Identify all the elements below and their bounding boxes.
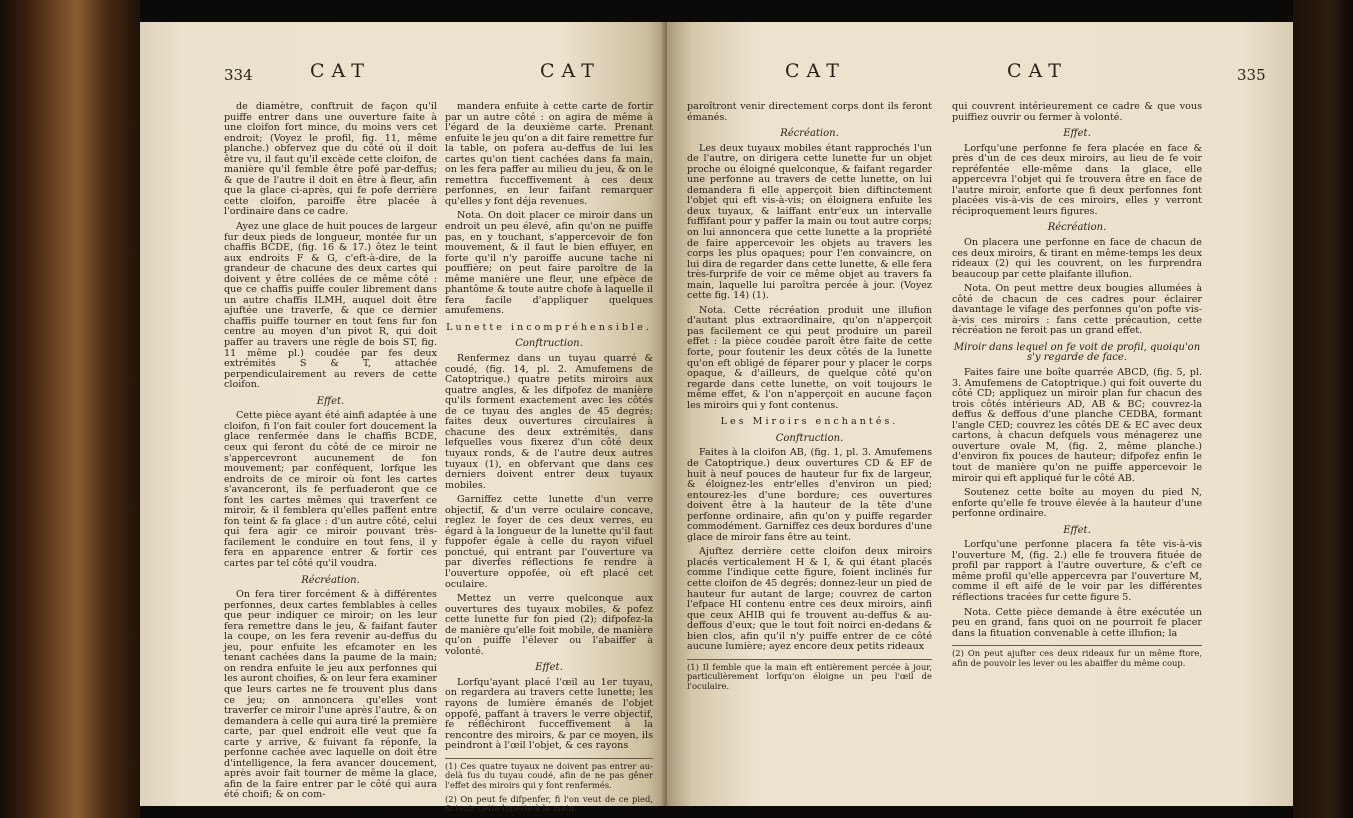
footnote: (2) On peut fe difpenfer, fi l'on veut de ce pied, & tenir cette lunette à la main.: [445, 793, 653, 814]
paragraph: Nota. On doit placer ce miroir dans un endroit un peu élevé, afin qu'on ne puiffe pas, en y touchant, s'appercevoir de fon mouvement, & il faut le bien effuyer, en forte qu'il n'y paroiffe aucune tache ni pouffière; on peut faire paroître de la même manière une fleur, une efpèce de phantôme & toute autre chofe à laquelle il fera facile d'appliquer quelques amufemens.: [445, 210, 653, 317]
paragraph: Faites à la cloifon AB, (fig. 1, pl. 3. Amufemens de Catoptrique.) deux ouvertures CD & EF de huit à neuf pouces de hauteur fur fix de largeur, & éloignez-les entr'elles d'environ un pied; entourez-les d'une bordure; ces ouvertures doivent être à la hauteur de la tête d'une perfonne ordinaire, afin qu'on y puiffe regarder commodément. Garniffez ces deux bordures d'une glace de miroir fans être au teint.: [687, 447, 933, 543]
section-heading: Conftruction.: [775, 432, 844, 444]
section-heading: Effet.: [316, 395, 345, 407]
paragraph: On placera une perfonne en face de chacun de ces deux miroirs, & tirant en même-temps les deux rideaux (2) qui les couvrent, on les furprendra beaucoup par cette plaifante illufion.: [952, 237, 1202, 280]
right-page: [667, 22, 1293, 806]
column: [952, 102, 1202, 668]
paragraph: Garniffez cette lunette d'un verre objectif, & d'un verre oculaire concave, reglez le foyer de ces deux verres, eu égard à la longueur de la lunette qu'il faut fuppofer égale à celle du rayon vifuel ponctué, qui entrant par l'ouverture va par diverfes réflections fe rendre à l'ouverture oppofée, où eft placé cet oculaire.: [445, 494, 653, 590]
column: [224, 102, 437, 805]
book-edge-right: [1293, 0, 1353, 818]
running-head-right-a: CAT: [785, 60, 846, 82]
paragraph: Soutenez cette boîte au moyen du pied N, enforte qu'elle fe trouve élevée à la hauteur d'une perfonne ordinaire.: [952, 487, 1202, 520]
section-heading: Récréation.: [1047, 222, 1107, 234]
section-heading: Effet.: [1063, 524, 1091, 536]
paragraph: de diamètre, conftruit de façon qu'il puiffe entrer dans une ouverture faite à une cloifon fort mince, du moins vers cet endroit; (Voyez le profil, fig. 11, même planche.) obfervez que du côté où il doit être vu, il faut qu'il excède cette cloifon, de manière qu'il femble être pofé par-deffus; & que de l'autre il doit en être à fleur, afin que la glace ci-après, qui fe pofe derrière cette cloifon, paroiffe être placée à l'ordinaire dans ce cadre.: [224, 101, 437, 218]
paragraph: mandera enfuite à cette carte de fortir par un autre côté : on agira de même à l'égard de la deuxième carte. Prenant enfuite le jeu qu'on a dit faire remettre fur la table, on pofera au-deffus de lui les cartes qu'on tient cachées dans fa main, on les fera paffer au milieu du jeu, & on le remettra fucceffivement à ces deux perfonnes, en leur faifant remarquer qu'elles y font déja revenues.: [445, 101, 653, 207]
paragraph: Renfermez dans un tuyau quarré & coudé, (fig. 14, pl. 2. Amufemens de Catoptrique.) quatre petits miroirs aux quatre angles, & les difpofez de manière qu'ils forment exactement avec les côtés de ce tuyau des angles de 45 degrés; faites deux ouvertures circulaires à chacune des deux extrémités, dans lefquelles vous fixerez d'un côté deux tuyaux ronds, & de l'autre deux autres tuyaux (1), en obfervant que dans ces derniers doivent entrer deux tuyaux mobiles.: [445, 353, 653, 491]
article-title: Lunette incompréhensible.: [446, 321, 652, 333]
running-head-left-b: CAT: [540, 60, 601, 82]
page-number-right: 335: [1237, 66, 1266, 84]
article-title: Les Miroirs enchantés.: [720, 416, 899, 428]
section-heading: Effet.: [1063, 128, 1091, 140]
paragraph: Faites faire une boîte quarrée ABCD, (fig. 5, pl. 3. Amufemens de Catoptrique.) qui foit ouverte du côté CD; appliquez un miroir plan fur chacun des trois côtés intérieurs AD, AB & BC; couvrez-la deffus & deffous d'une planche CEDBA, formant l'angle CED; couvrez les côtés DE & EC avec deux cartons, à chacun defquels vous ménagerez une ouverture ovale M, (fig. 2, même planche.) d'environ fix pouces de hauteur; difpofez enfin le tout de manière qu'on ne puiffe appercevoir le miroir qui eft appliqué fur le côté AB.: [952, 367, 1202, 484]
paragraph: Nota. Cette pièce demande à être exécutée un peu en grand, fans quoi on ne pourroit fe placer dans la fituation convenable à cette illufion; la: [952, 606, 1202, 639]
book-edge-left: [0, 0, 140, 818]
paragraph: On fera tirer forcément & à différentes perfonnes, deux cartes femblables à celles que peur indiquer ce miroir; on les leur fera remettre dans le jeu, & faifant fauter la coupe, on les fera revenir au-deffus du jeu, pour enfuite les efcamoter en les tenant cachées dans la paume de la main; on rendra enfuite le jeu aux perfonnes qui les auront choifies, & on leur fera examiner que leurs cartes ne fe trouvent plus dans ce jeu; on annoncera qu'elles vont traverfer ce miroir l'une après l'autre, & on demandera à celle qui aura tiré la première carte, par quel endroit elle veut que fa carte y arrive, & fuivant fa réponfe, la perfonne cachée avec laquelle on doit être d'intelligence, la fera avancer doucement, après avoir fait tourner de même la glace, afin de la faire entrer par le côté qui aura été choifi; & on com-: [224, 589, 437, 801]
column: [687, 102, 932, 691]
running-head-left-a: CAT: [310, 60, 371, 82]
paragraph: Nota. Cette récréation produit une illufion d'autant plus extraordinaire, qu'on n'apperçoit pas facilement ce qui peut produire un pareil effet : la pièce coudée paroît être faite de cette forte, pour foutenir les deux côtés de la lunette qu'on eft obligé de féparer pour y placer le corps opaque, & d'ailleurs, de quelque côté qu'on regarde dans cette lunette, on voit toujours le même effet, & l'on n'apperçoit en aucune façon les miroirs qui y font contenus.: [687, 304, 932, 411]
page-number-left: 334: [224, 66, 253, 84]
paragraph: Lorfqu'une perfonne fe fera placée en face & près d'un de ces deux miroirs, au lieu de fe voir repréfentée elle-même dans la glace, elle appercevra l'objet qui fe trouvera être en face de l'autre miroir, enforte que fi deux perfonnes font placées vis-à-vis de ces miroirs, elles y verront réciproquement leurs figures.: [952, 142, 1202, 217]
footnote: (1) Il femble que la main eft entièrement percée à jour, particulièrement lorfqu'on éloigne un peu l'œil de l'oculaire.: [687, 659, 932, 691]
paragraph: paroîtront venir directement corps dont ils feront émanés.: [687, 101, 932, 123]
footnote: (2) On peut ajufter ces deux rideaux fur un même ftore, afin de pouvoir les lever ou les abaiffer du même coup.: [952, 645, 1202, 668]
left-page: [140, 22, 667, 814]
paragraph: qui couvrent intérieurement ce cadre & que vous puiffiez ouvrir ou fermer à volonté.: [952, 101, 1202, 123]
section-heading: Miroir dans lequel on fe voit de profil, quoiqu'on s'y regarde de face.: [953, 341, 1201, 364]
paragraph: Cette pièce ayant été ainfi adaptée à une cloifon, fi l'on fait couler fort doucement la glace renfermée dans le chaffis BCDE, ceux qui feront du côté de ce miroir ne s'appercevront aucunement de fon mouvement; par conféquent, lorfque les endroits de ce miroir où font les cartes s'avanceront, ils fe perfuaderont que ce font les cartes mêmes qui traverfent ce miroir, & il femblera qu'elles paffent entre fon teint & fa glace : d'un autre côté, celui qui fera agir ce miroir pouvant très-facilement le conduire en tout fens, il y fera en apparence entrer & fortir ces cartes par tel côté qu'il voudra.: [224, 410, 437, 569]
paragraph: Lorfqu'ayant placé l'œil au 1er tuyau, on regardera au travers cette lunette; les rayons de lumière émanés de l'objet oppofé, paffant à travers le verre objectif, fe réfléchiront fucceffivement à la rencontre des miroirs, & par ce moyen, ils peindront à l'œil l'objet, & ces rayons: [445, 676, 653, 752]
paragraph: Lorfqu'une perfonne placera fa tête vis-à-vis l'ouverture M, (fig. 2.) elle fe trouvera fituée de profil par rapport à l'autre ouverture, & c'eft ce même profil qu'elle appercevra par l'ouverture M, comme il eft aifé de le voir par les différentes réflections tracées fur cette figure 5.: [952, 539, 1202, 603]
section-heading: Récréation.: [780, 128, 839, 140]
footnote: (1) Ces quatre tuyaux ne doivent pas entrer au-delà fus du tuyau coudé, afin de ne pas gêner l'effet des miroirs qui y font renfermés.: [445, 758, 653, 790]
running-head-right-b: CAT: [1007, 60, 1068, 82]
section-heading: Récréation.: [301, 574, 360, 586]
paragraph: Les deux tuyaux mobiles étant rapprochés l'un de l'autre, on dirigera cette lunette fur un objet proche ou éloigné quelconque, & faifant regarder une perfonne au travers de cette lunette, on lui demandera fi elle apperçoit bien diftinctement l'objet qui eft vis-à-vis; on éloignera enfuite les deux tuyaux, & laiffant entr'eux un intervalle fuffifant pour y paffer la main ou tout autre corps; on lui annoncera que cette lunette a la propriété de faire appercevoir les objets au travers les corps les plus opaques; pour l'en convaincre, on lui dira de regarder dans cette lunette, & elle fera très-furprife de voir ce même objet au travers fa main, laquelle lui paroîtra percée à jour. (Voyez cette fig. 14) (1).: [687, 142, 932, 302]
paragraph: Mettez un verre quelconque aux ouvertures des tuyaux mobiles, & pofez cette lunette fur fon pied (2); difpofez-la de manière qu'elle foit mobile, de manière qu'on puiffe l'élever ou l'abaiffer à volonté.: [445, 593, 653, 657]
paragraph: Ajuftez derrière cette cloifon deux miroirs placés verticalement H & I, & qui étant placés comme l'indique cette figure, foient inclinés fur cette cloifon de 45 degrés; donnez-leur un pied de hauteur fur autant de large; couvrez de carton l'efpace HI contenu entre ces deux miroirs, ainfi que ceux AHIB qui fe trouvent au-deffus & au-deffous d'eux; que le tout foit noirci en-dedans & bien clos, afin qu'il n'y puiffe entrer de ce côté aucune lumière; ayez encore deux petits rideaux: [687, 546, 932, 653]
paragraph: Nota. On peut mettre deux bougies allumées à côté de chacun de ces cadres pour éclairer davantage le vifage des perfonnes qu'on pofte vis-à-vis ces miroirs : fans cette précaution, cette récréation ne feroit pas un grand effet.: [952, 283, 1202, 337]
paragraph: Ayez une glace de huit pouces de largeur fur deux pieds de longueur, montée fur un chaffis BCDE, (fig. 16 & 17.) ôtez le teint aux endroits F & G, c'eft-à-dire, de la grandeur de chacune des deux cartes qui doivent y être collées de ce même côté : que ce chaffis puiffe couler librement dans un autre chaffis ILMH, auquel doit être ajuftée une traverfe, & que ce dernier chaffis puiffe tourner en tout fens fur fon centre au moyen d'un pivot R, qui doit paffer au travers une règle de bois ST, fig. 11 même pl.) coudée par fes deux extrémités S & T, attachée perpendiculairement au revers de cette cloifon.: [224, 221, 438, 391]
section-heading: Effet.: [535, 662, 563, 674]
column: [445, 102, 653, 814]
section-heading: Conftruction.: [515, 338, 583, 350]
